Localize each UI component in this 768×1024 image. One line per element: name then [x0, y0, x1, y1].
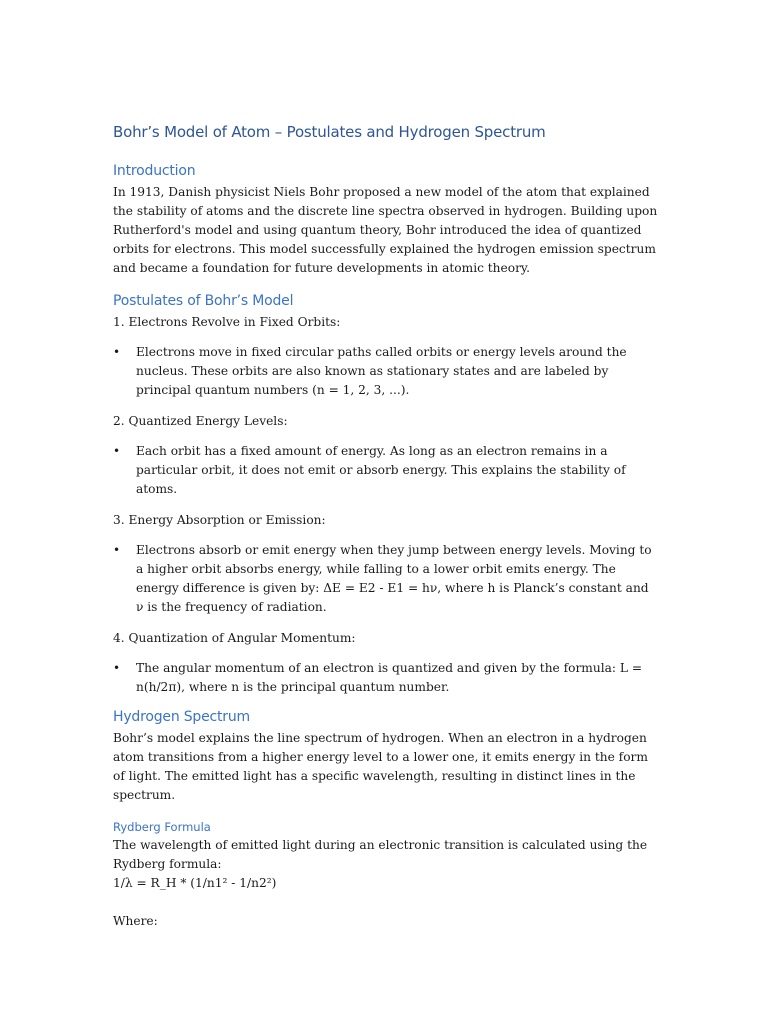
postulate-4-text: The angular momentum of an electron is quantized and given by the formula: L = n(h/2π), where n is the principal quantum number. — [136, 661, 643, 694]
introduction-section — [113, 163, 658, 278]
hydrogen-spectrum-heading: Hydrogen Spectrum — [113, 709, 250, 725]
introduction-paragraph: In 1913, Danish physicist Niels Bohr proposed a new model of the atom that explained the stability of atoms and the discrete line spectra observed in hydrogen. Building upon Rutherford's model and using quantum theory, Bohr introduced the idea of quantized orbits for electrons. This model successfully explained the hydrogen emission spectrum and became a foundation for future developments in atomic theory. — [113, 185, 658, 275]
introduction-heading: Introduction — [113, 163, 196, 179]
postulate-2-bullet — [113, 442, 658, 499]
postulate-3-bullet — [113, 541, 658, 617]
postulate-1-text: Electrons move in fixed circular paths called orbits or energy levels around the nucleus. These orbits are also known as stationary states and are labeled by principal quantum numbers (n = 1, 2, 3, ...). — [136, 345, 627, 397]
postulate-4-bullet — [113, 659, 658, 697]
hydrogen-spectrum-paragraph: Bohr’s model explains the line spectrum of hydrogen. When an electron in a hydrogen atom transitions from a higher energy level to a lower one, it emits energy in the form of light. The emitted light has a specific wavelength, resulting in distinct lines in the spectrum. — [113, 731, 648, 802]
document-content — [113, 123, 658, 931]
rydberg-formula-heading: Rydberg Formula — [113, 820, 211, 834]
rydberg-formula: 1/λ = R_H * (1/n1² - 1/n2²) — [113, 876, 277, 890]
postulate-3-label: 3. Energy Absorption or Emission: — [113, 513, 326, 527]
postulate-3-text: Electrons absorb or emit energy when they jump between energy levels. Moving to a higher orbit absorbs energy, while falling to a lower orbit emits energy. The energy difference is given by: ΔE = E2 - E1 = hν, where h is Planck’s constant and ν is the frequency of radiation. — [136, 543, 652, 614]
postulate-2-text: Each orbit has a fixed amount of energy. As long as an electron remains in a particular orbit, it does not emit or absorb energy. This explains the stability of atoms. — [136, 444, 626, 496]
postulate-2-label: 2. Quantized Energy Levels: — [113, 414, 288, 428]
postulates-section — [113, 293, 658, 697]
bullet-icon: • — [113, 543, 121, 557]
postulate-4-label: 4. Quantization of Angular Momentum: — [113, 631, 356, 645]
rydberg-paragraph: The wavelength of emitted light during an electronic transition is calculated using the Rydberg formula: — [113, 838, 648, 871]
where-label: Where: — [113, 914, 158, 928]
bullet-icon: • — [113, 661, 121, 675]
document-title: Bohr’s Model of Atom – Postulates and Hydrogen Spectrum — [113, 123, 546, 141]
hydrogen-spectrum-section — [113, 709, 658, 931]
postulate-1-bullet — [113, 343, 658, 400]
postulate-1-label: 1. Electrons Revolve in Fixed Orbits: — [113, 315, 341, 329]
bullet-icon: • — [113, 444, 121, 458]
bullet-icon: • — [113, 345, 121, 359]
postulates-heading: Postulates of Bohr’s Model — [113, 293, 294, 309]
